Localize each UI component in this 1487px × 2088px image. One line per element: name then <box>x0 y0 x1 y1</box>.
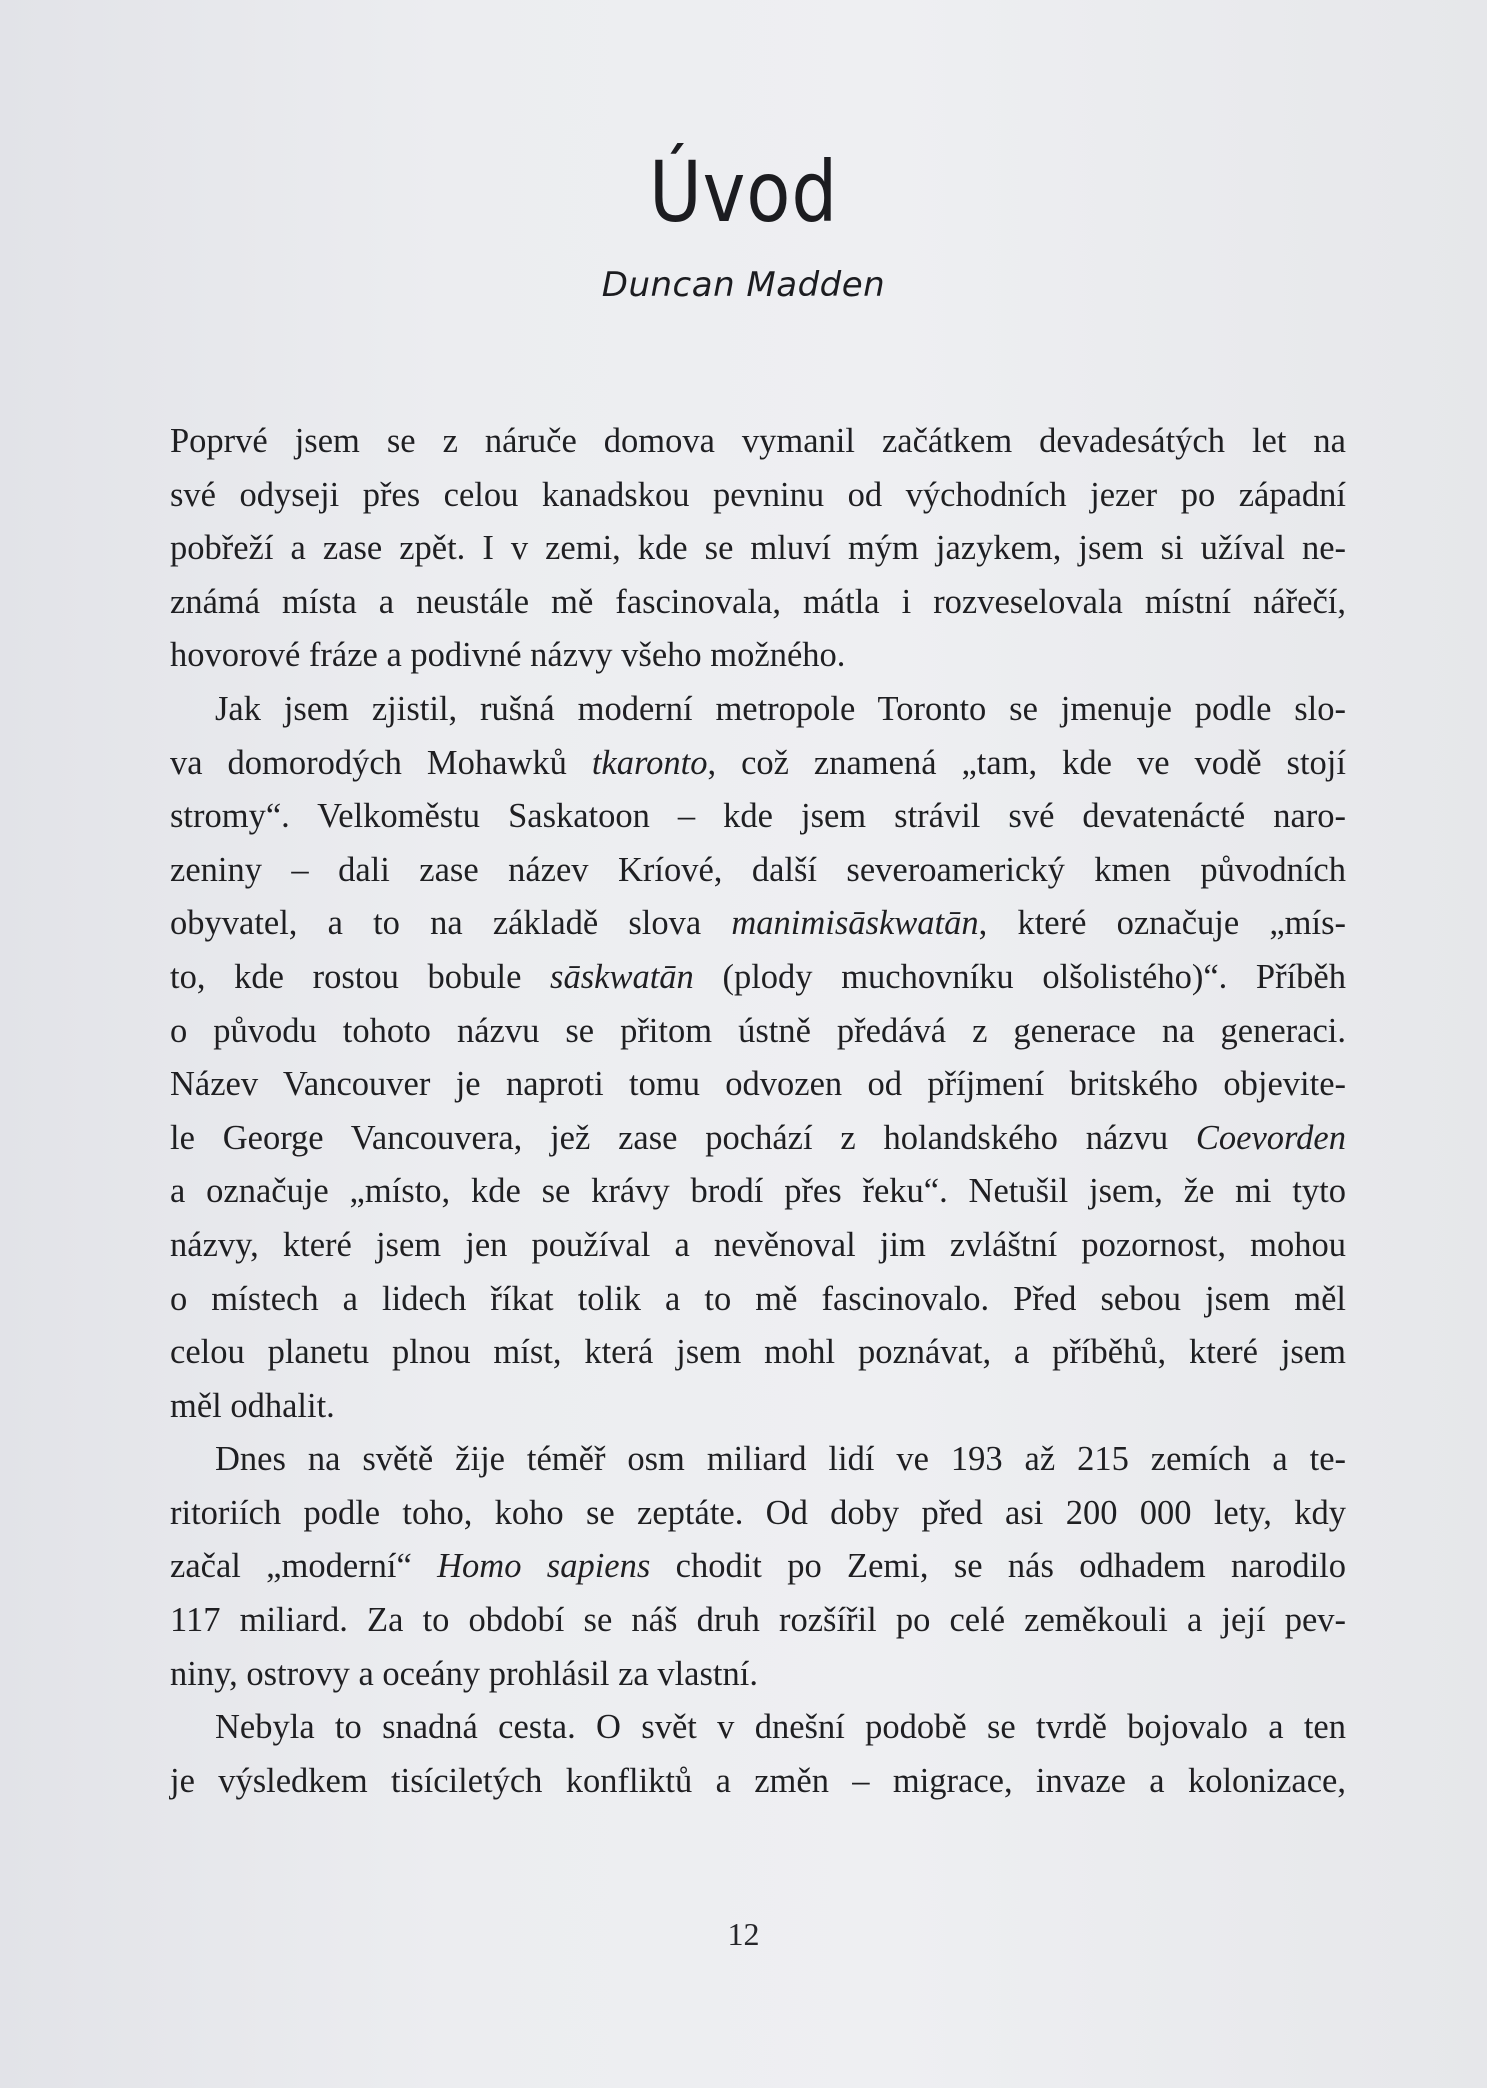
text-line: Název Vancouver je naproti tomu odvozen od příjmení britského objevite- <box>170 1065 1346 1104</box>
text-line: obyvatel, a to na základě slova manimisāskwatān, které označuje „mís- <box>170 904 1346 943</box>
text-line: měl odhalit. <box>170 1386 335 1425</box>
text-line: své odyseji přes celou kanadskou pevninu od východních jezer po západní <box>170 475 1346 514</box>
text-line: je výsledkem tisíciletých konfliktů a změn – migrace, invaze a kolonizace, <box>170 1761 1346 1800</box>
paragraph <box>170 415 1346 683</box>
body-text <box>170 415 1346 1808</box>
text-line: Poprvé jsem se z náruče domova vymanil začátkem devadesátých let na <box>170 422 1346 460</box>
paragraph <box>170 683 1346 1433</box>
text-line: Nebyla to snadná cesta. O svět v dnešní podobě se tvrdě bojovalo a ten <box>215 1708 1346 1747</box>
text-line: 117 miliard. Za to období se náš druh rozšířil po celé zeměkouli a její pev- <box>170 1601 1346 1640</box>
text-line: stromy“. Velkoměstu Saskatoon – kde jsem strávil své devatenácté naro- <box>170 797 1346 836</box>
text-line: hovorové fráze a podivné názvy všeho možného. <box>170 636 846 675</box>
text-line: le George Vancouvera, jež zase pochází z holandského názvu Coevorden <box>170 1118 1346 1157</box>
text-line: Dnes na světě žije téměř osm miliard lidí ve 193 až 215 zemích a te- <box>215 1440 1346 1479</box>
text-line: o místech a lidech říkat tolik a to mě fascinovalo. Před sebou jsem měl <box>170 1279 1346 1318</box>
text-line: pobřeží a zase zpět. I v zemi, kde se mluví mým jazykem, jsem si užíval ne- <box>170 529 1346 568</box>
text-line: Jak jsem zjistil, rušná moderní metropole Toronto se jmenuje podle slo- <box>215 689 1346 728</box>
page-number: 12 <box>727 1916 760 1952</box>
chapter-title: Úvod <box>648 143 839 241</box>
text-line: celou planetu plnou míst, která jsem mohl poznávat, a příběhů, které jsem <box>170 1333 1346 1372</box>
text-line: začal „moderní“ Homo sapiens chodit po Zemi, se nás odhadem narodilo <box>170 1547 1346 1586</box>
text-line: známá místa a neustále mě fascinovala, mátla i rozveselovala místní nářečí, <box>170 582 1346 621</box>
chapter-author: Duncan Madden <box>601 265 886 305</box>
paragraph <box>170 1433 1346 1701</box>
text-line: zeniny – dali zase název Kríové, další severoamerický kmen původních <box>170 850 1346 889</box>
text-line: to, kde rostou bobule sāskwatān (plody muchovníku olšolistého)“. Příběh <box>170 957 1346 996</box>
text-line: o původu tohoto názvu se přitom ústně předává z generace na generaci. <box>170 1011 1346 1050</box>
text-line: názvy, které jsem jen používal a nevěnoval jim zvláštní pozornost, mohou <box>170 1225 1346 1264</box>
paragraph <box>170 1701 1346 1808</box>
text-line: ritoriích podle toho, koho se zeptáte. Od doby před asi 200 000 lety, kdy <box>170 1493 1346 1532</box>
text-line: va domorodých Mohawků tkaronto, což znamená „tam, kde ve vodě stojí <box>170 743 1346 782</box>
text-line: a označuje „místo, kde se krávy brodí přes řeku“. Netušil jsem, že mi tyto <box>170 1172 1346 1211</box>
text-line: niny, ostrovy a oceány prohlásil za vlastní. <box>170 1654 758 1693</box>
